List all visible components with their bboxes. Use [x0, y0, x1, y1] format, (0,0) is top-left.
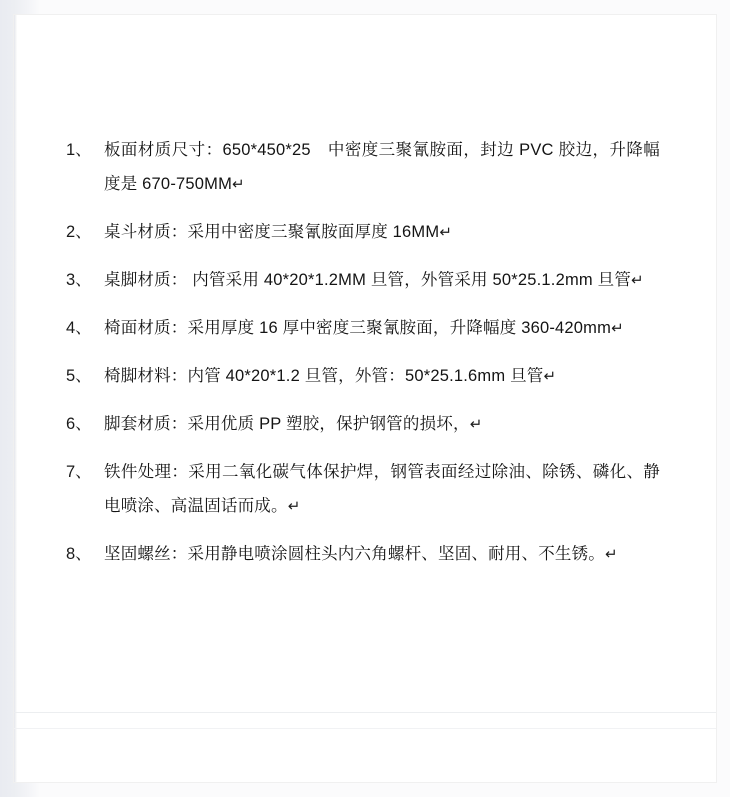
- list-item-text: [104, 359, 660, 394]
- list-item: [50, 407, 660, 442]
- list-item-text: [104, 455, 660, 524]
- list-item-body: 板面材质尺寸：650*450*25 中密度三聚氰胺面，封边 PVC 胶边，升降幅度是 670-750MM: [104, 141, 660, 193]
- list-item-text: [104, 311, 660, 346]
- list-item-text: [104, 215, 660, 250]
- list-item-text: [104, 537, 660, 572]
- list-item-body: 桌脚材质： 内管采用 40*20*1.2MM 旦管，外管采用 50*25.1.2mm 旦管: [104, 271, 632, 289]
- paragraph-mark-icon: ↵: [232, 176, 245, 193]
- list-item-number: 1、: [66, 141, 92, 159]
- list-item-text: [104, 133, 660, 202]
- page-fold-line: [14, 728, 716, 729]
- list-item-text: [104, 407, 660, 442]
- list-item: [50, 359, 660, 394]
- list-item: [50, 455, 660, 524]
- list-item-body: 脚套材质：采用优质 PP 塑胶，保护钢管的损坏，: [104, 415, 470, 433]
- list-item: [50, 263, 660, 298]
- page-fold-line: [14, 712, 716, 713]
- paragraph-mark-icon: ↵: [611, 320, 624, 337]
- list-item-number: 4、: [66, 319, 92, 337]
- list-item-body: 坚固螺丝：采用静电喷涂圆柱头内六角螺杆、坚固、耐用、不生锈。: [104, 545, 605, 563]
- paragraph-mark-icon: ↵: [439, 224, 453, 241]
- list-item-text: [104, 263, 660, 298]
- page-left-edge-shadow: [14, 15, 17, 782]
- paragraph-mark-icon: ↵: [469, 416, 483, 433]
- paragraph-mark-icon: ↵: [631, 272, 644, 289]
- list-item-body: 铁件处理：采用二氧化碳气体保护焊，钢管表面经过除油、除锈、磷化、静电喷涂、高温固话而成。: [104, 463, 660, 515]
- list-item-number: 8、: [66, 545, 92, 563]
- list-item-body: 桌斗材质：采用中密度三聚氰胺面厚度 16MM: [104, 223, 440, 241]
- list-item: [50, 215, 660, 250]
- list-item: [50, 537, 660, 572]
- list-item-number: 7、: [66, 463, 92, 481]
- paragraph-mark-icon: ↵: [543, 368, 557, 385]
- list-item-body: 椅脚材料：内管 40*20*1.2 旦管，外管：50*25.1.6mm 旦管: [104, 367, 544, 385]
- paragraph-mark-icon: ↵: [605, 546, 618, 563]
- list-item: [50, 311, 660, 346]
- list-item: [50, 133, 660, 202]
- document-page-surface: [14, 15, 716, 782]
- list-item-number: 6、: [66, 415, 92, 433]
- paragraph-mark-icon: ↵: [287, 498, 301, 515]
- list-item-number: 3、: [66, 271, 92, 289]
- specification-list: [50, 133, 660, 585]
- list-item-number: 2、: [66, 223, 92, 241]
- document-page: [14, 15, 716, 782]
- list-item-number: 5、: [66, 367, 92, 385]
- list-item-body: 椅面材质：采用厚度 16 厚中密度三聚氰胺面，升降幅度 360-420mm: [104, 319, 612, 337]
